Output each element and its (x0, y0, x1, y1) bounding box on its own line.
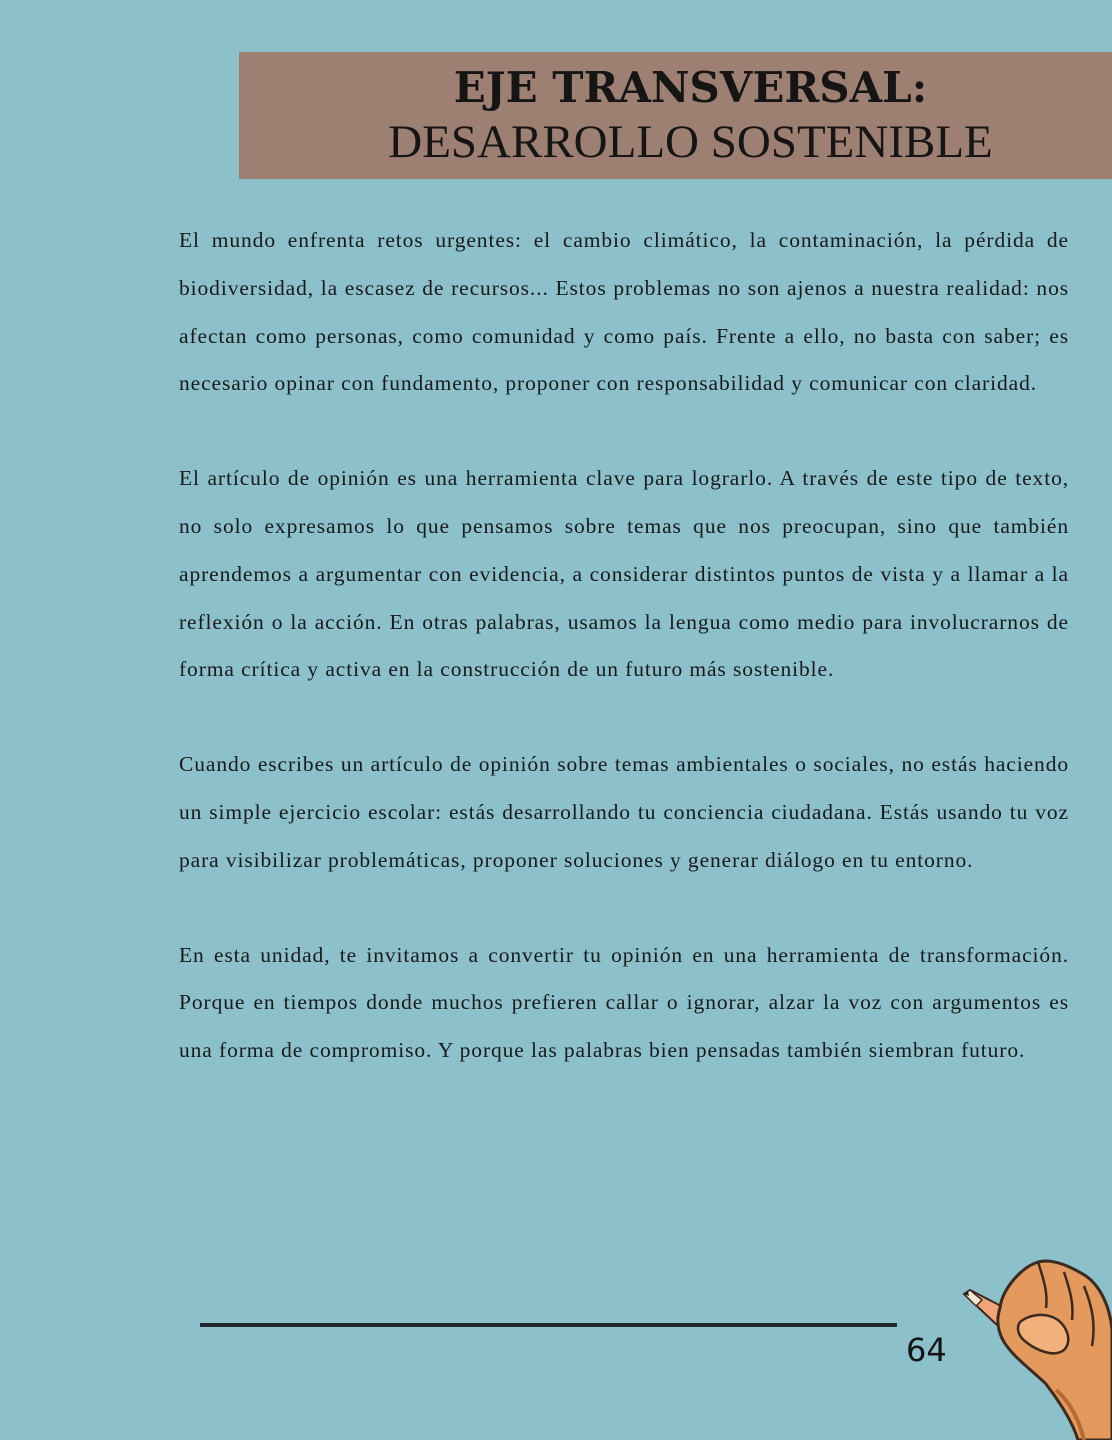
hand-shape (998, 1261, 1112, 1440)
title-banner (239, 52, 1112, 179)
paragraph-1: El mundo enfrenta retos urgentes: el cambio climático, la contaminación, la pérdida de biodiversidad, la escasez de recursos... Estos problemas no son ajenos a nuestra realidad: nos afectan como personas, como comunidad y como país. Frente a ello, no basta con saber; es necesario opinar con fundamento, proponer con responsabilidad y comunicar con claridad. (179, 228, 1069, 396)
paragraph-4: En esta unidad, te invitamos a convertir tu opinión en una herramienta de transformación. Porque en tiempos donde muchos prefieren callar o ignorar, alzar la voz con argumentos es una forma de compromiso. Y porque las palabras bien pensadas también siembran futuro. (179, 942, 1069, 1063)
page-title: EJE TRANSVERSAL: (453, 63, 928, 112)
paragraph-2: El artículo de opinión es una herramienta clave para lograrlo. A través de este tipo de texto, no solo expresamos lo que pensamos sobre temas que nos preocupan, sino que también aprendemos a argumentar con evidencia, a considerar distintos puntos de vista y a llamar a la reflexión o la acción. En otras palabras, usamos la lengua como medio para involucrarnos de forma crítica y activa en la construcción de un futuro más sostenible. (179, 466, 1069, 682)
page-number: 64 (906, 1331, 947, 1369)
page-subtitle: DESARROLLO SOSTENIBLE (388, 116, 993, 168)
footer-divider (200, 1323, 897, 1327)
body-text (179, 217, 1069, 1122)
hand-writing-pencil-icon (960, 1250, 1112, 1440)
paragraph-3: Cuando escribes un artículo de opinión sobre temas ambientales o sociales, no estás haciendo un simple ejercicio escolar: estás desarrollando tu conciencia ciudadana. Estás usando tu voz para visibilizar problemáticas, proponer soluciones y generar diálogo en tu entorno. (179, 752, 1069, 872)
